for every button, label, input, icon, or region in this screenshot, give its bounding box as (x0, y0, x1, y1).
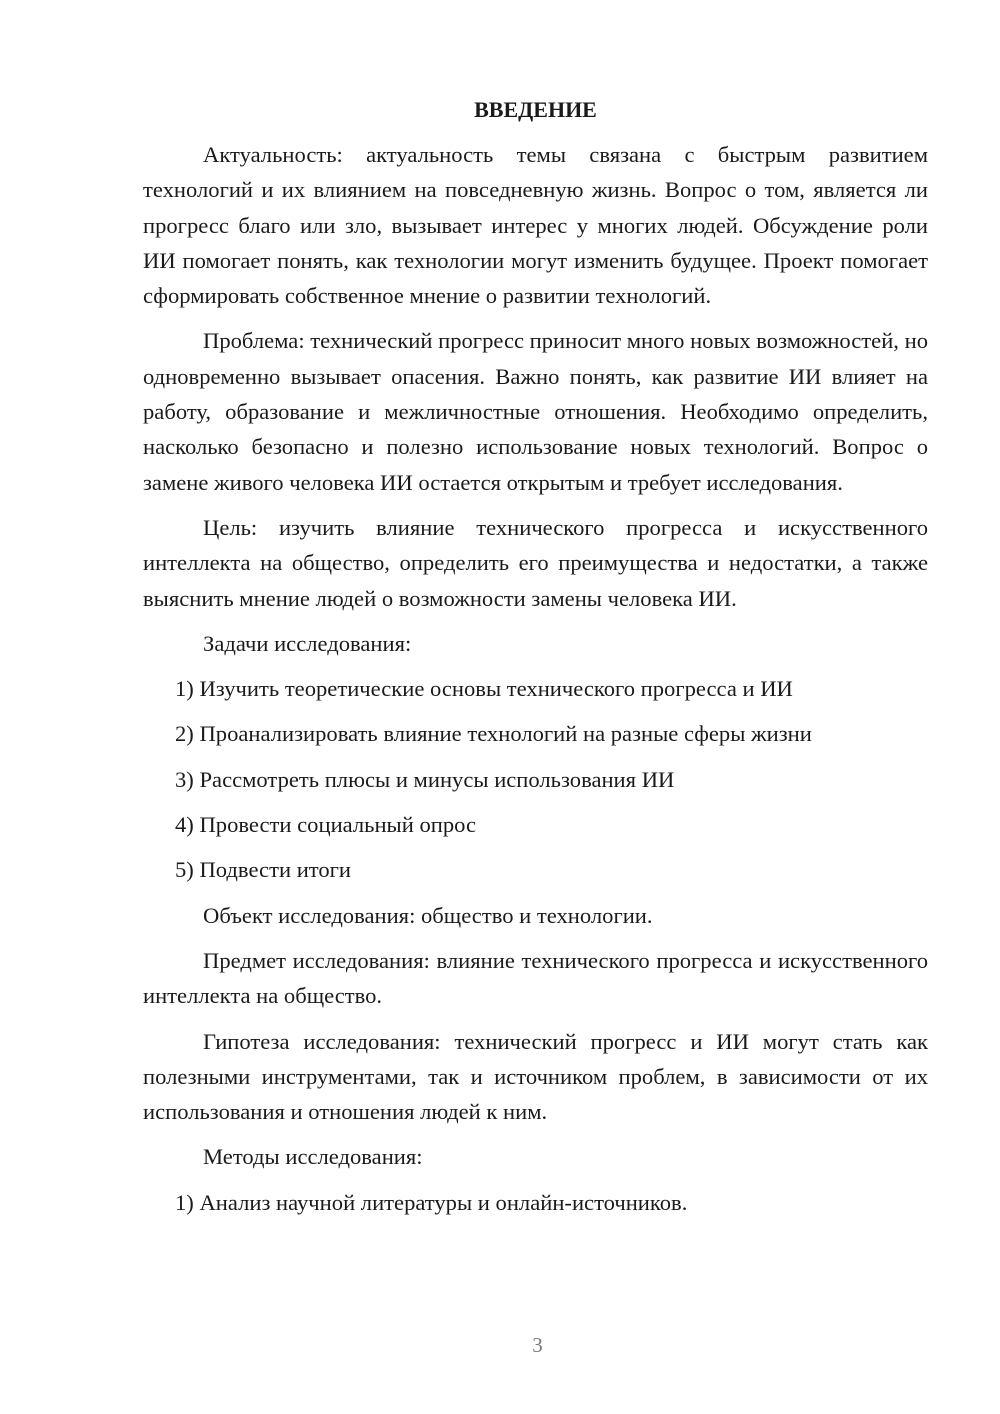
methods-list (143, 1185, 928, 1220)
methods-heading: Методы исследования: (203, 1144, 423, 1170)
page-content (143, 95, 928, 1230)
list-item: 4) Провести социальный опрос (175, 812, 477, 838)
relevance-paragraph: Актуальность: актуальность темы связана с быстрым развитием технологий и их влиянием на повседневную жизнь. Вопрос о том, является ли прогресс благо или зло, вызывает интерес у многих людей. Обсуждение роли ИИ помогает понять, как технологии могут изменить будущее. Проект помогает сформировать собственное мнение о развитии технологий. (143, 142, 928, 309)
hypothesis-paragraph: Гипотеза исследования: технический прогресс и ИИ могут стать как полезными инструментами, так и источником проблем, в зависимости от их использования и отношения людей к ним. (143, 1028, 928, 1125)
list-item: 1) Анализ научной литературы и онлайн-источников. (175, 1189, 688, 1215)
tasks-list (143, 671, 928, 887)
list-item: 5) Подвести итоги (175, 857, 352, 883)
subject-paragraph: Предмет исследования: влияние технического прогресса и искусственного интеллекта на общество. (143, 947, 928, 1009)
object-paragraph: Объект исследования: общество и технологии. (203, 902, 653, 928)
list-item: 2) Проанализировать влияние технологий на разные сферы жизни (175, 721, 812, 747)
goal-paragraph: Цель: изучить влияние технического прогресса и искусственного интеллекта на общество, определить его преимущества и недостатки, а также выяснить мнение людей о возможности замены человека ИИ. (143, 514, 928, 611)
problem-paragraph: Проблема: технический прогресс приносит много новых возможностей, но одновременно вызывает опасения. Важно понять, как развитие ИИ влияет на работу, образование и межличностные отношения. Необходимо определить, насколько безопасно и полезно использование новых технологий. Вопрос о замене живого человека ИИ остается открытым и требует исследования. (143, 328, 928, 495)
tasks-heading: Задачи исследования: (203, 630, 412, 656)
page-number: 3 (532, 1333, 543, 1357)
section-title: ВВЕДЕНИЕ (474, 97, 597, 122)
list-item: 1) Изучить теоретические основы технического прогресса и ИИ (175, 676, 793, 702)
list-item: 3) Рассмотреть плюсы и минусы использования ИИ (175, 766, 675, 792)
